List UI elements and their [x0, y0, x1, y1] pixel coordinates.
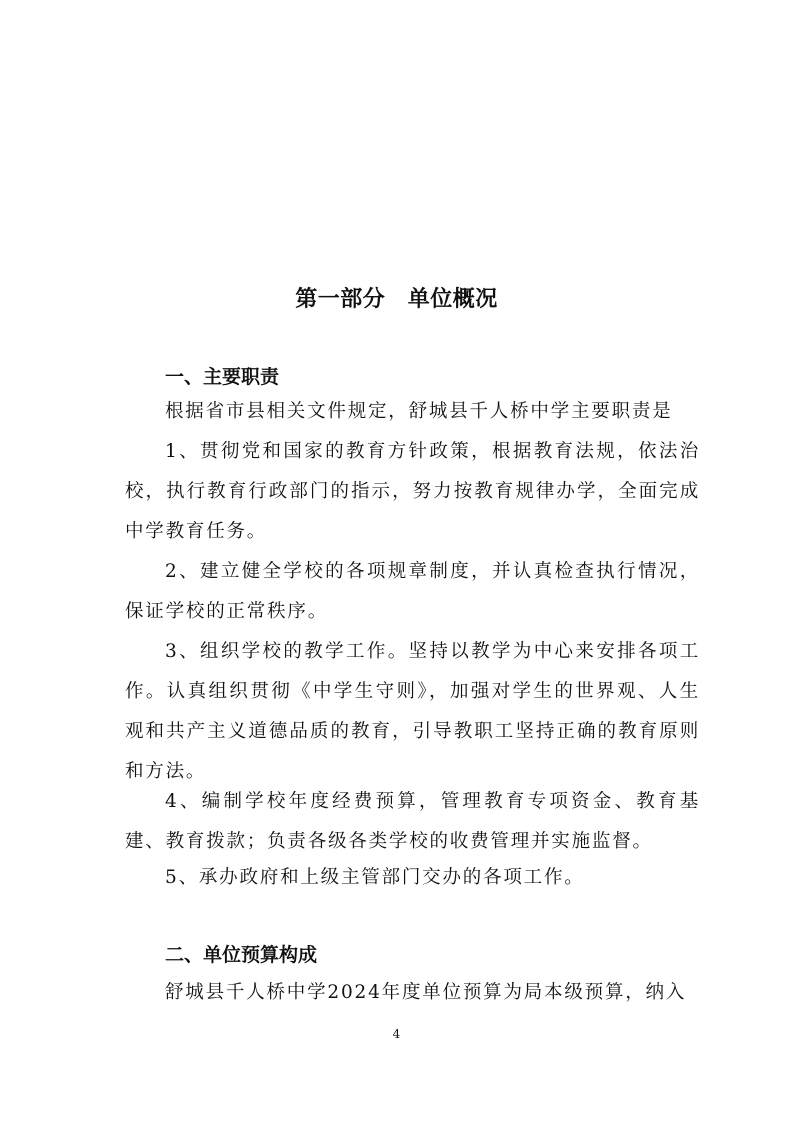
- paragraph-item-4: 4、编制学校年度经费预算，管理教育专项资金、教育基建、教育拨款；负责各级各类学校的收费管理并实施监督。: [125, 791, 700, 852]
- section-heading-budget-composition: 二、单位预算构成: [165, 944, 318, 966]
- paragraph-item-3: 3、组织学校的教学工作。坚持以教学为中心来安排各项工作。认真组织贯彻《中学生守则》，加强对学生的世界观、人生观和共产主义道德品质的教育，引导教职工坚持正确的教育原则和方法。: [125, 641, 700, 782]
- section-heading-responsibilities: 一、主要职责: [165, 366, 280, 388]
- page-number: 4: [392, 1027, 401, 1041]
- paragraph-item-5: 5、承办政府和上级主管部门交办的各项工作。: [165, 867, 585, 888]
- paragraph-item-2: 2、建立健全学校的各项规章制度，并认真检查执行情况，保证学校的正常秩序。: [125, 561, 700, 622]
- page-title: 第一部分 单位概况: [295, 287, 498, 312]
- paragraph-budget: 舒城县千人桥中学2024年度单位预算为局本级预算，纳入: [165, 982, 687, 1003]
- paragraph-item-1: 1、贯彻党和国家的教育方针政策，根据教育法规，依法治校，执行教育行政部门的指示，努力按教育规律办学，全面完成中学教育任务。: [125, 441, 700, 542]
- paragraph-intro: 根据省市县相关文件规定，舒城县千人桥中学主要职责是: [165, 401, 673, 422]
